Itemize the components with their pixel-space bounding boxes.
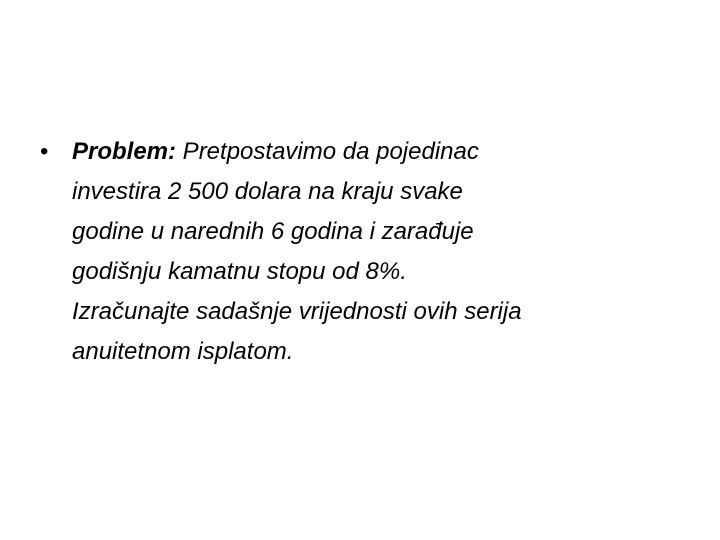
problem-line-1 (72, 132, 680, 172)
bullet-icon: • (40, 138, 49, 165)
bullet-list (40, 132, 680, 372)
problem-text-line-2: investira 2 500 dolara na kraju svake (72, 178, 463, 205)
problem-text-line-3: godine u narednih 6 godina i zarađuje (72, 218, 474, 245)
problem-bullet-item (40, 132, 680, 372)
problem-text-line-5: Izračunajte sadašnje vrijednosti ovih serija (72, 298, 522, 325)
problem-text-line-1: Pretpostavimo da pojedinac (176, 138, 479, 165)
problem-label: Problem: (72, 138, 177, 165)
problem-text-line-6: anuitetnom isplatom. (72, 338, 294, 365)
problem-text-line-4: godišnju kamatnu stopu od 8%. (72, 258, 407, 285)
